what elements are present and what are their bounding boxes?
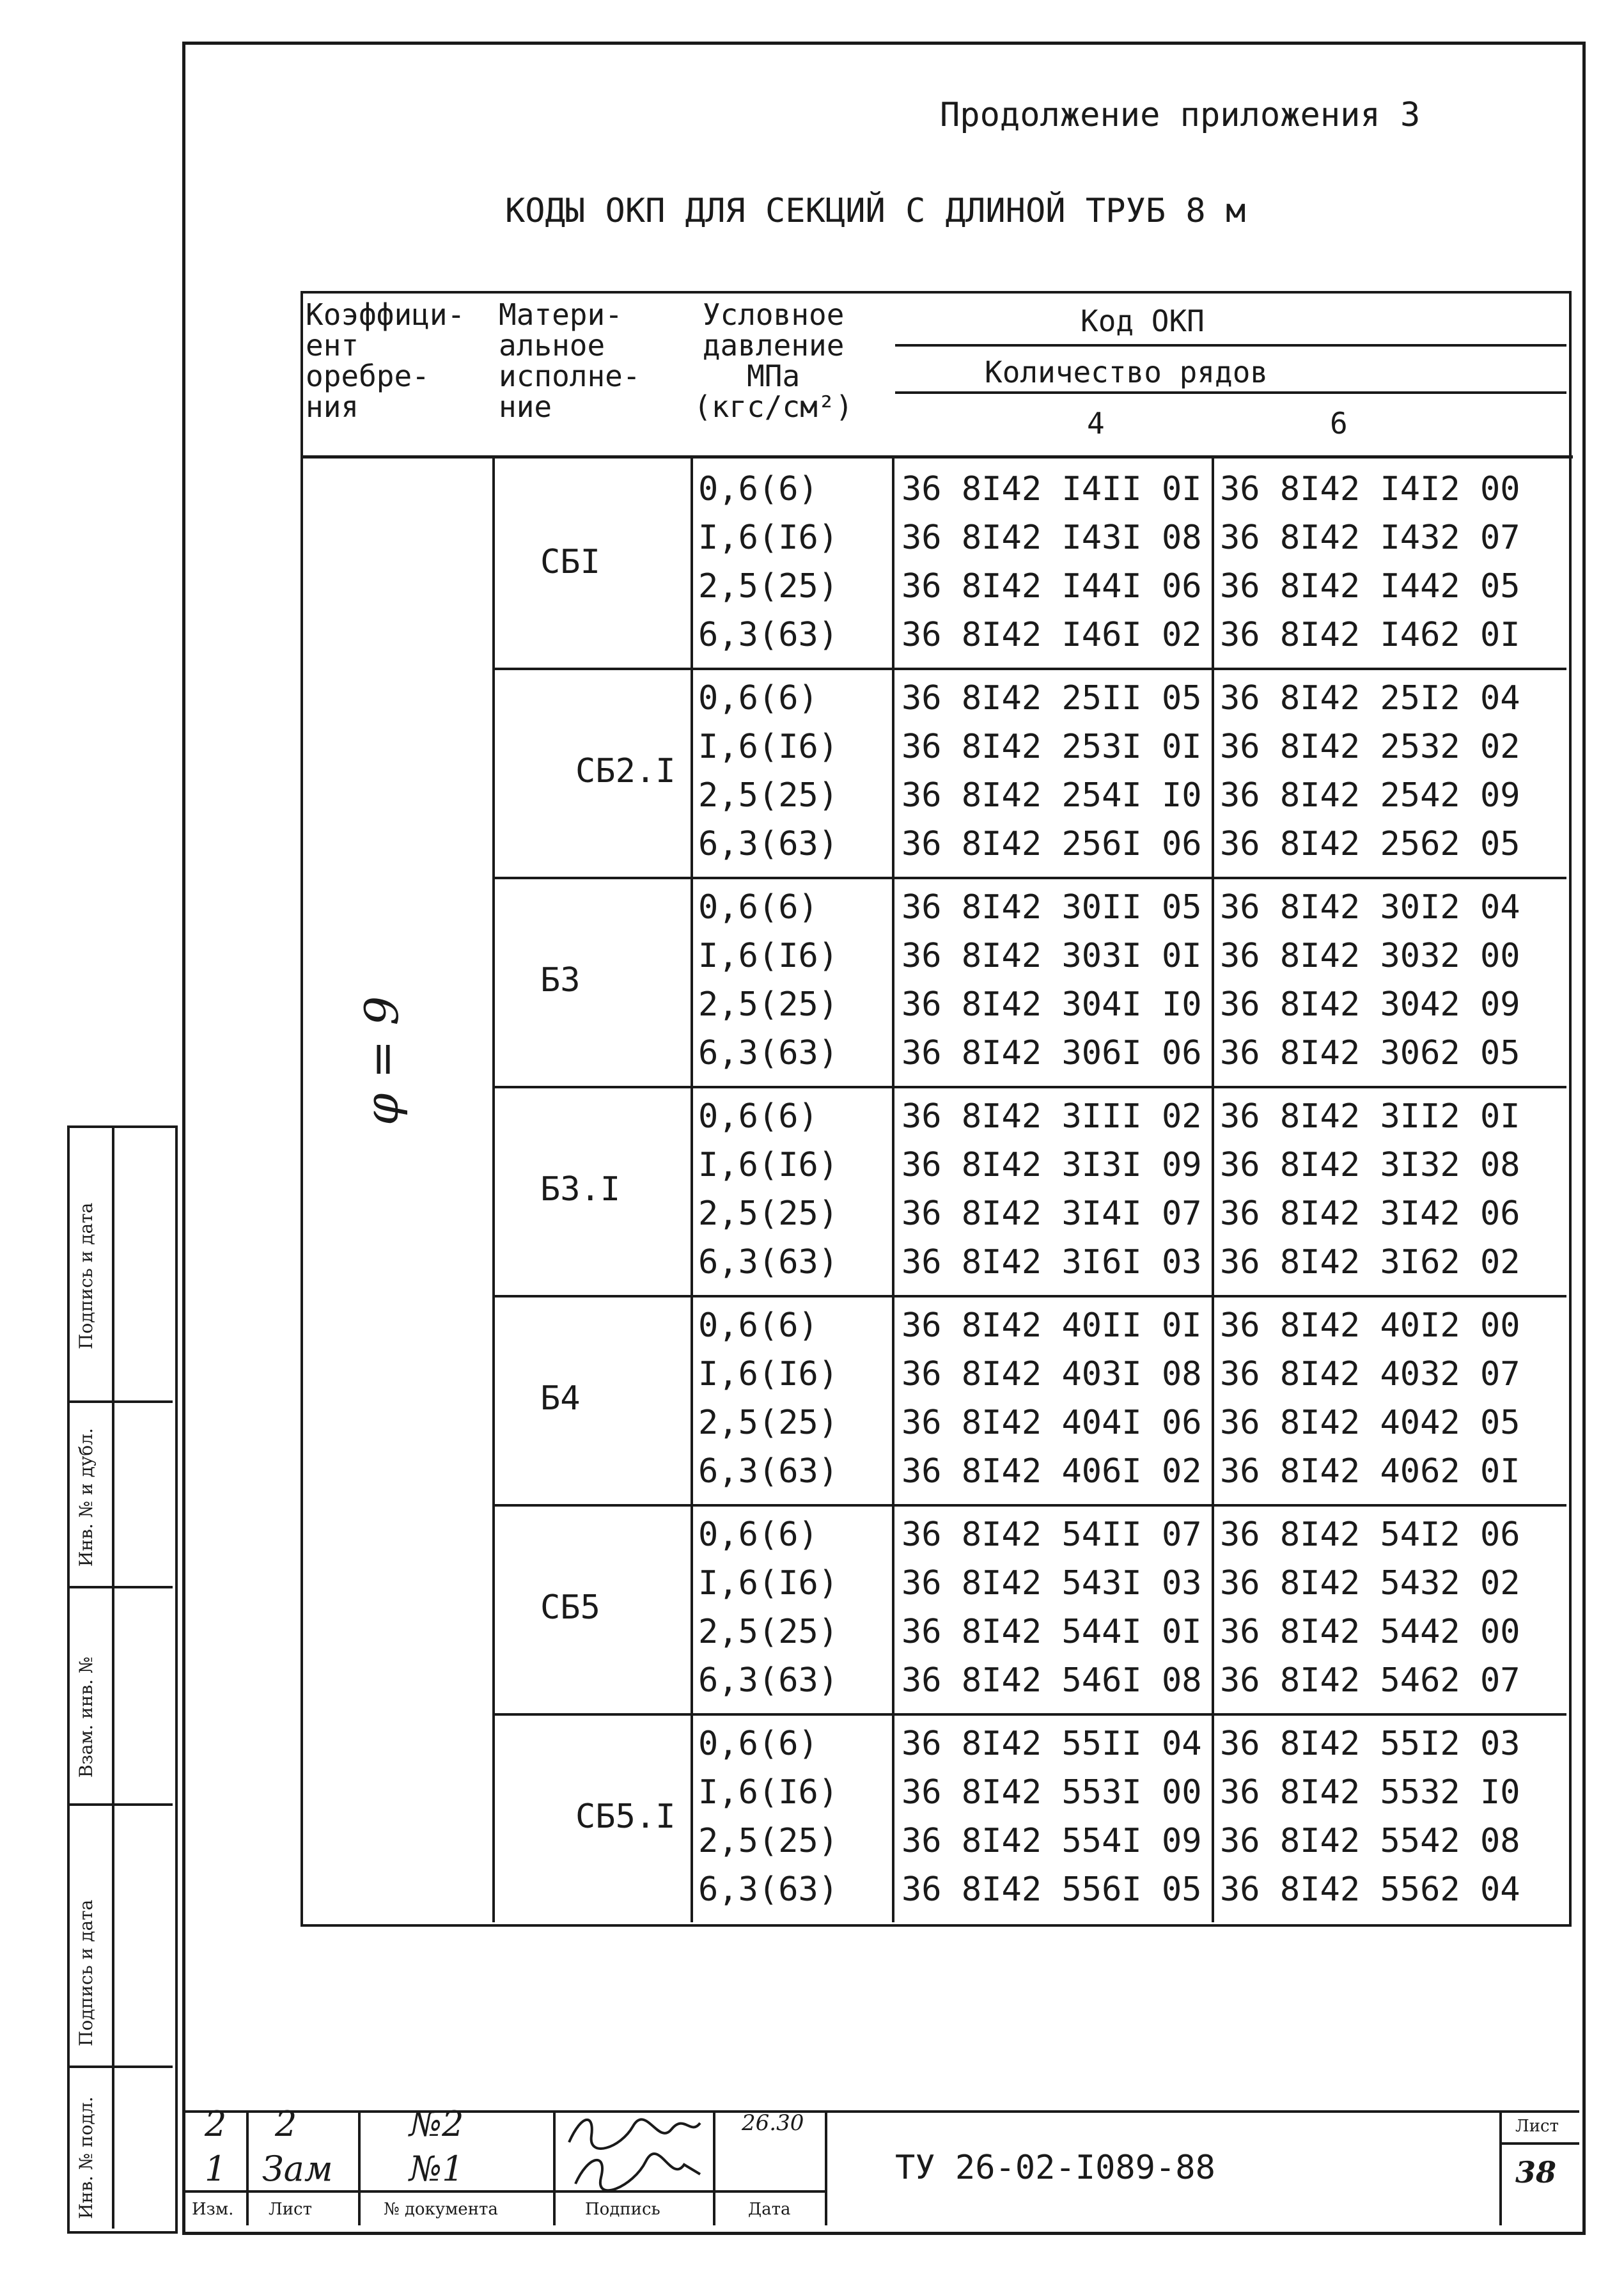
rev1-izm: 2	[205, 2104, 227, 2144]
okp-code-4-rows: 36 8I42 544I 0I	[902, 1613, 1202, 1651]
okp-code-4-rows: 36 8I42 40II 0I	[902, 1306, 1202, 1345]
col-line-pressure	[691, 455, 693, 1922]
side-label-podpis-2: Подпись и дата	[75, 1202, 97, 1349]
side-stamp-divider	[112, 1125, 114, 2229]
pressure-cell: 0,6(6)	[698, 1097, 818, 1136]
pressure-cell: I,6(I6)	[698, 728, 839, 766]
group-separator	[492, 1504, 1566, 1507]
pressure-cell: 6,3(63)	[698, 1661, 839, 1700]
okp-code-4-rows: 36 8I42 553I 00	[902, 1773, 1202, 1812]
pressure-cell: 0,6(6)	[698, 679, 818, 717]
okp-code-6-rows: 36 8I42 3II2 0I	[1220, 1097, 1520, 1136]
okp-code-6-rows: 36 8I42 I432 07	[1220, 519, 1520, 557]
col-line-code4	[892, 455, 894, 1922]
okp-code-4-rows: 36 8I42 I46I 02	[902, 616, 1202, 654]
okp-code-4-rows: 36 8I42 25II 05	[902, 679, 1202, 717]
side-line-3	[67, 1586, 173, 1588]
material-label: Б3	[540, 961, 581, 999]
material-label: Б3.I	[540, 1170, 621, 1209]
okp-code-6-rows: 36 8I42 5442 00	[1220, 1613, 1520, 1651]
header-rows-6: 6	[1330, 406, 1348, 441]
header-line-2	[895, 391, 1566, 394]
okp-code-6-rows: 36 8I42 4042 05	[1220, 1404, 1520, 1442]
okp-code-6-rows: 36 8I42 4062 0I	[1220, 1452, 1520, 1491]
group-separator	[492, 1086, 1566, 1088]
okp-code-4-rows: 36 8I42 3III 02	[902, 1097, 1202, 1136]
pressure-cell: 2,5(25)	[698, 1822, 839, 1860]
okp-code-4-rows: 36 8I42 I43I 08	[902, 519, 1202, 557]
okp-code-4-rows: 36 8I42 254I I0	[902, 776, 1202, 815]
pressure-cell: 2,5(25)	[698, 1404, 839, 1442]
rev2-list: Зам	[262, 2149, 333, 2189]
material-label: СБ5.I	[575, 1798, 676, 1836]
side-line-2	[67, 1803, 173, 1806]
tb-row-line	[185, 2190, 825, 2193]
sheet-label: Лист	[1515, 2117, 1559, 2136]
continuation-note: Продолжение приложения 3	[940, 96, 1421, 134]
tb-line-1	[246, 2110, 249, 2225]
material-label: СБ2.I	[575, 752, 676, 790]
pressure-cell: 0,6(6)	[698, 470, 818, 508]
okp-code-4-rows: 36 8I42 256I 06	[902, 825, 1202, 863]
pressure-cell: 0,6(6)	[698, 1306, 818, 1345]
pressure-cell: 2,5(25)	[698, 776, 839, 815]
header-coefficient: Коэффици- ент оребре- ния	[306, 297, 465, 424]
pressure-cell: 6,3(63)	[698, 825, 839, 863]
material-label: СБ5	[540, 1588, 600, 1627]
page-title: КОДЫ ОКП ДЛЯ СЕКЦИЙ С ДЛИНОЙ ТРУБ 8 м	[505, 192, 1246, 230]
header-okp-code: Код ОКП	[1081, 304, 1205, 338]
okp-code-6-rows: 36 8I42 2562 05	[1220, 825, 1520, 863]
pressure-cell: 2,5(25)	[698, 567, 839, 606]
pressure-cell: 2,5(25)	[698, 1195, 839, 1233]
material-label: Б4	[540, 1379, 581, 1418]
col-line-material	[492, 455, 495, 1922]
pressure-cell: I,6(I6)	[698, 1355, 839, 1393]
okp-code-6-rows: 36 8I42 5562 04	[1220, 1870, 1520, 1909]
tb-line-sheet	[1499, 2110, 1502, 2225]
okp-code-4-rows: 36 8I42 3I3I 09	[902, 1146, 1202, 1184]
side-label-inv-dubl: Инв. № и дубл.	[75, 1428, 97, 1567]
caption-doc: № документа	[384, 2200, 498, 2219]
okp-code-6-rows: 36 8I42 55I2 03	[1220, 1725, 1520, 1763]
coefficient-value: φ = 9	[355, 996, 409, 1125]
pressure-cell: 2,5(25)	[698, 985, 839, 1024]
okp-code-6-rows: 36 8I42 5542 08	[1220, 1822, 1520, 1860]
okp-code-4-rows: 36 8I42 I4II 0I	[902, 470, 1202, 508]
okp-code-6-rows: 36 8I42 4032 07	[1220, 1355, 1520, 1393]
okp-code-6-rows: 36 8I42 I442 05	[1220, 567, 1520, 606]
header-bottom-line	[301, 455, 1573, 459]
okp-code-4-rows: 36 8I42 303I 0I	[902, 937, 1202, 975]
okp-code-6-rows: 36 8I42 3062 05	[1220, 1034, 1520, 1072]
okp-code-6-rows: 36 8I42 5432 02	[1220, 1564, 1520, 1603]
tb-line-3	[553, 2110, 556, 2225]
okp-code-6-rows: 36 8I42 I4I2 00	[1220, 470, 1520, 508]
okp-code-4-rows: 36 8I42 304I I0	[902, 985, 1202, 1024]
group-separator	[492, 668, 1566, 670]
side-label-vzam: Взам. инв. №	[75, 1656, 97, 1778]
okp-code-6-rows: 36 8I42 3032 00	[1220, 937, 1520, 975]
pressure-cell: I,6(I6)	[698, 1146, 839, 1184]
okp-code-4-rows: 36 8I42 546I 08	[902, 1661, 1202, 1700]
rev1-doc: №2	[409, 2104, 464, 2144]
okp-code-6-rows: 36 8I42 3I32 08	[1220, 1146, 1520, 1184]
okp-code-4-rows: 36 8I42 543I 03	[902, 1564, 1202, 1603]
okp-code-6-rows: 36 8I42 40I2 00	[1220, 1306, 1520, 1345]
pressure-cell: 0,6(6)	[698, 1516, 818, 1554]
okp-code-4-rows: 36 8I42 3I4I 07	[902, 1195, 1202, 1233]
okp-code-6-rows: 36 8I42 2532 02	[1220, 728, 1520, 766]
col-line-code6	[1212, 455, 1214, 1922]
okp-code-4-rows: 36 8I42 30II 05	[902, 888, 1202, 927]
okp-code-4-rows: 36 8I42 406I 02	[902, 1452, 1202, 1491]
material-label: СБI	[540, 543, 600, 581]
tb-line-2	[358, 2110, 361, 2225]
okp-code-4-rows: 36 8I42 554I 09	[902, 1822, 1202, 1860]
side-label-podpis-1: Подпись и дата	[75, 1899, 97, 2046]
sheet-number: 38	[1515, 2155, 1557, 2190]
okp-code-4-rows: 36 8I42 403I 08	[902, 1355, 1202, 1393]
caption-list: Лист	[269, 2200, 312, 2219]
okp-code-6-rows: 36 8I42 30I2 04	[1220, 888, 1520, 927]
okp-code-4-rows: 36 8I42 I44I 06	[902, 567, 1202, 606]
tb-line-4	[713, 2110, 715, 2225]
side-line-1	[67, 2065, 173, 2068]
header-pressure: Условное давление МПа (кгс/см²)	[694, 297, 854, 424]
pressure-cell: I,6(I6)	[698, 1564, 839, 1603]
okp-code-4-rows: 36 8I42 54II 07	[902, 1516, 1202, 1554]
header-line-1	[895, 344, 1566, 347]
pressure-cell: 6,3(63)	[698, 1452, 839, 1491]
okp-code-4-rows: 36 8I42 3I6I 03	[902, 1243, 1202, 1282]
rev1-date: 26.30	[742, 2110, 804, 2136]
pressure-cell: 6,3(63)	[698, 616, 839, 654]
side-line-4	[67, 1400, 173, 1403]
okp-code-4-rows: 36 8I42 404I 06	[902, 1404, 1202, 1442]
okp-code-6-rows: 36 8I42 3042 09	[1220, 985, 1520, 1024]
group-separator	[492, 1295, 1566, 1297]
caption-izm: Изм.	[192, 2200, 234, 2219]
okp-code-6-rows: 36 8I42 54I2 06	[1220, 1516, 1520, 1554]
caption-sign: Подпись	[585, 2200, 660, 2219]
okp-code-6-rows: 36 8I42 5532 I0	[1220, 1773, 1520, 1812]
title-block-top	[185, 2110, 1579, 2113]
okp-code-4-rows: 36 8I42 253I 0I	[902, 728, 1202, 766]
signature-2	[563, 2149, 703, 2193]
okp-code-6-rows: 36 8I42 2542 09	[1220, 776, 1520, 815]
pressure-cell: 6,3(63)	[698, 1243, 839, 1282]
sheet-line	[1499, 2142, 1579, 2145]
okp-code-4-rows: 36 8I42 55II 04	[902, 1725, 1202, 1763]
header-row-count: Количество рядов	[985, 355, 1269, 389]
rev2-izm: 1	[205, 2149, 227, 2189]
group-separator	[492, 1713, 1566, 1716]
okp-code-4-rows: 36 8I42 556I 05	[902, 1870, 1202, 1909]
okp-code-6-rows: 36 8I42 3I42 06	[1220, 1195, 1520, 1233]
pressure-cell: 6,3(63)	[698, 1034, 839, 1072]
okp-code-6-rows: 36 8I42 I462 0I	[1220, 616, 1520, 654]
okp-code-4-rows: 36 8I42 306I 06	[902, 1034, 1202, 1072]
pressure-cell: I,6(I6)	[698, 937, 839, 975]
document-number: ТУ 26-02-I089-88	[895, 2149, 1215, 2187]
caption-date: Дата	[748, 2200, 791, 2219]
rev2-doc: №1	[409, 2149, 464, 2189]
side-label-inv-podl: Инв. № подл.	[75, 2096, 97, 2219]
pressure-cell: 0,6(6)	[698, 1725, 818, 1763]
okp-code-6-rows: 36 8I42 3I62 02	[1220, 1243, 1520, 1282]
group-separator	[492, 877, 1566, 879]
rev1-list: 2	[275, 2104, 297, 2144]
tb-line-5	[825, 2110, 827, 2225]
pressure-cell: I,6(I6)	[698, 1773, 839, 1812]
okp-code-6-rows: 36 8I42 5462 07	[1220, 1661, 1520, 1700]
header-material: Матери- альное исполне- ние	[499, 297, 641, 424]
pressure-cell: 2,5(25)	[698, 1613, 839, 1651]
pressure-cell: 0,6(6)	[698, 888, 818, 927]
okp-code-6-rows: 36 8I42 25I2 04	[1220, 679, 1520, 717]
pressure-cell: I,6(I6)	[698, 519, 839, 557]
header-rows-4: 4	[1087, 406, 1105, 441]
pressure-cell: 6,3(63)	[698, 1870, 839, 1909]
